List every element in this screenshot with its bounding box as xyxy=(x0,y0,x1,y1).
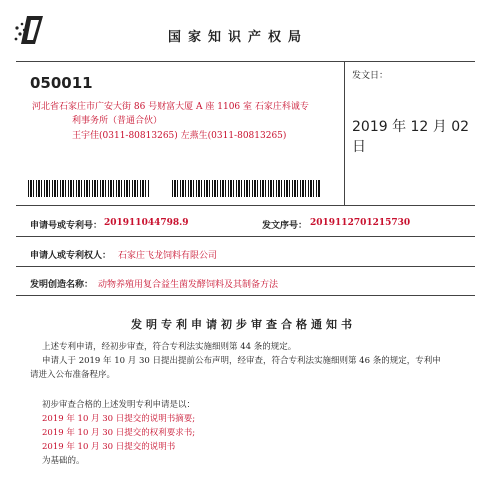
vertical-divider xyxy=(344,62,345,205)
address-line-1: 河北省石家庄市广安大街 86 号财富大厦 A 座 1106 室 石家庄科诚专 xyxy=(32,102,309,112)
list-intro: 初步审查合格的上述发明专利申请是以： xyxy=(42,400,196,410)
invention-value: 动物养殖用复合益生菌发酵饲料及其制备方法 xyxy=(98,280,279,290)
serial-no-label: 发文序号： xyxy=(262,221,308,231)
closing-text: 为基础的。 xyxy=(42,456,85,466)
application-no-label: 申请号或专利号： xyxy=(30,221,103,231)
list-item: 2019 年 10 月 30 日提交的说明书摘要; xyxy=(42,414,196,424)
list-item: 2019 年 10 月 30 日提交的说明书 xyxy=(42,442,176,452)
contact-line: 王宇佳(0311-80813265) 左燕生(0311-80813265) xyxy=(72,131,287,141)
serial-no-value: 2019112701215730 xyxy=(310,218,411,228)
notice-paragraph-1: 上述专利申请，经初步审查，符合专利法实施细则第 44 条的规定。 xyxy=(42,342,297,352)
notice-paragraph-2-line-2: 请进入公布准备程序。 xyxy=(30,370,116,380)
send-date-value: 2019 年 12 月 02 日 xyxy=(352,119,470,155)
agency-name: 国家知识产权局 xyxy=(168,30,309,45)
divider xyxy=(16,205,475,206)
applicant-value: 石家庄飞龙饲料有限公司 xyxy=(118,251,218,261)
barcode-left xyxy=(28,180,150,197)
divider xyxy=(16,61,475,62)
address-line-2: 利事务所（普通合伙） xyxy=(72,116,163,126)
divider xyxy=(16,266,475,267)
invention-label: 发明创造名称： xyxy=(30,280,94,290)
notice-title: 发明专利申请初步审查合格通知书 xyxy=(131,318,356,331)
agency-logo xyxy=(13,14,47,48)
postcode: 050011 xyxy=(30,74,93,92)
notice-paragraph-2-line-1: 申请人于 2019 年 10 月 30 日提出提前公布声明，经审查，符合专利法实施细则第 46 条的规定，专利申 xyxy=(42,356,441,366)
applicant-label: 申请人或专利权人： xyxy=(30,251,112,261)
list-item: 2019 年 10 月 30 日提交的权利要求书; xyxy=(42,428,196,438)
divider xyxy=(16,236,475,237)
application-no-value: 201911044798.9 xyxy=(104,218,189,228)
send-date-label: 发文日： xyxy=(352,71,389,81)
barcode-right xyxy=(172,180,320,197)
divider xyxy=(16,295,475,296)
